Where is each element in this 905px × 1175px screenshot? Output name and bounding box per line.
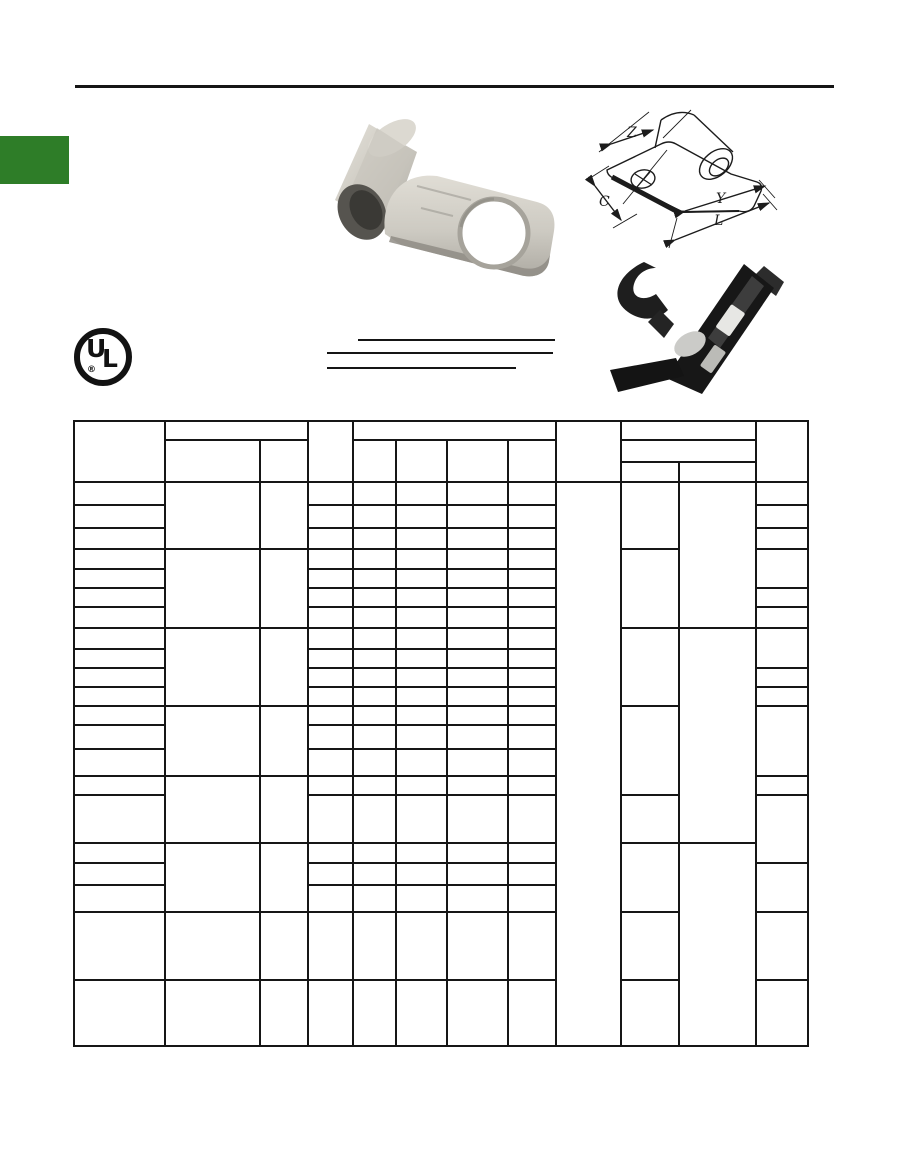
header-rule [75, 85, 834, 88]
table-cell [260, 706, 308, 776]
table-cell [74, 668, 165, 687]
table-cell [308, 980, 353, 1046]
table-cell [353, 528, 396, 549]
table-cell [165, 482, 260, 549]
table-cell [353, 776, 396, 795]
table-cell [74, 588, 165, 607]
table-cell [396, 912, 447, 980]
table-cell [396, 482, 447, 505]
table-cell [396, 549, 447, 569]
table-cell [308, 668, 353, 687]
table-cell [756, 980, 808, 1046]
table-cell [308, 706, 353, 725]
table-cell [74, 482, 165, 505]
table-cell [353, 440, 396, 482]
table-cell [396, 440, 447, 482]
table-cell [679, 843, 756, 1046]
table-cell [508, 980, 556, 1046]
table-cell [74, 687, 165, 706]
table-cell [165, 706, 260, 776]
table-cell [353, 549, 396, 569]
table-cell [396, 687, 447, 706]
table-cell [74, 795, 165, 843]
table-cell [308, 776, 353, 795]
table-cell [260, 482, 308, 549]
table-cell [260, 549, 308, 628]
table-cell [396, 528, 447, 549]
table-cell [508, 588, 556, 607]
table-cell [308, 588, 353, 607]
table-cell [308, 628, 353, 649]
table-cell [308, 687, 353, 706]
table-cell [447, 440, 508, 482]
table-cell [308, 725, 353, 749]
table-cell [260, 912, 308, 980]
table-cell [679, 462, 756, 482]
table-cell [74, 528, 165, 549]
table-cell [74, 843, 165, 863]
table-cell [74, 749, 165, 776]
table-cell [756, 776, 808, 795]
table-cell [621, 843, 679, 912]
terminal-lug-photo [325, 112, 565, 307]
table-cell [756, 706, 808, 776]
table-cell [165, 440, 260, 482]
table-cell [353, 649, 396, 668]
table-cell [508, 628, 556, 649]
table-cell [353, 725, 396, 749]
table-cell [756, 549, 808, 588]
table-cell [447, 980, 508, 1046]
table-cell [396, 668, 447, 687]
table-cell [508, 440, 556, 482]
table-cell [353, 843, 396, 863]
table-cell [508, 549, 556, 569]
table-cell [621, 795, 679, 843]
table-cell [308, 885, 353, 912]
table-cell [74, 505, 165, 528]
table-cell [308, 649, 353, 668]
table-cell [756, 607, 808, 628]
table-cell [679, 482, 756, 628]
table-cell [756, 482, 808, 505]
table-cell [260, 440, 308, 482]
table-cell [353, 863, 396, 885]
table-cell [74, 776, 165, 795]
table-cell [165, 980, 260, 1046]
table-cell [165, 843, 260, 912]
dim-label-z: Z [627, 125, 637, 141]
table-cell [353, 749, 396, 776]
table-cell [756, 863, 808, 912]
table-cell [756, 687, 808, 706]
table-cell [447, 628, 508, 649]
caption-underline-2 [327, 352, 553, 354]
dimension-diagram-art [583, 106, 873, 268]
table-cell [165, 628, 260, 706]
table-cell [353, 569, 396, 588]
table-cell [308, 607, 353, 628]
table-cell [508, 885, 556, 912]
lug-photo-art [325, 112, 565, 307]
table-cell [621, 549, 679, 628]
table-cell [74, 549, 165, 569]
table-cell [447, 885, 508, 912]
table-cell [396, 588, 447, 607]
table-cell [74, 863, 165, 885]
table-cell [508, 482, 556, 505]
table-cell [353, 482, 396, 505]
table-cell [396, 706, 447, 725]
ul-logo-letter-l: L [102, 344, 118, 373]
table-cell [447, 687, 508, 706]
table-cell [447, 528, 508, 549]
table-cell [260, 980, 308, 1046]
table-cell [508, 706, 556, 725]
table-cell [621, 912, 679, 980]
table-cell [353, 668, 396, 687]
table-cell [396, 885, 447, 912]
specifications-table [73, 420, 809, 1047]
table-cell [756, 421, 808, 482]
table-cell [396, 843, 447, 863]
table-cell [308, 421, 353, 482]
dim-label-y: Y [716, 191, 726, 207]
table-cell [353, 505, 396, 528]
table-cell [308, 505, 353, 528]
table-cell [621, 628, 679, 706]
table-cell [260, 843, 308, 912]
table-cell [353, 687, 396, 706]
table-cell [353, 628, 396, 649]
table-cell [353, 607, 396, 628]
table-cell [74, 628, 165, 649]
table-cell [396, 649, 447, 668]
table-cell [308, 549, 353, 569]
table-cell [621, 482, 679, 549]
dimension-diagram [583, 106, 873, 268]
table-cell [74, 569, 165, 588]
table-cell [308, 863, 353, 885]
table-cell [508, 607, 556, 628]
table-cell [447, 725, 508, 749]
table-cell [447, 569, 508, 588]
table-cell [396, 569, 447, 588]
table-cell [447, 843, 508, 863]
table-cell [756, 795, 808, 863]
table-cell [260, 628, 308, 706]
table-cell [353, 795, 396, 843]
table-cell [447, 706, 508, 725]
table-cell [508, 843, 556, 863]
table-cell [396, 725, 447, 749]
tool-photo-art [604, 260, 789, 405]
table-cell [508, 649, 556, 668]
dim-label-c: C [599, 194, 610, 210]
table-cell [447, 649, 508, 668]
table-cell [353, 885, 396, 912]
table-cell [396, 607, 447, 628]
table-cell [508, 668, 556, 687]
table-cell [621, 706, 679, 795]
table-cell [396, 863, 447, 885]
table-cell [308, 569, 353, 588]
table-cell [396, 505, 447, 528]
table-cell [447, 912, 508, 980]
table-cell [756, 668, 808, 687]
table-cell [447, 776, 508, 795]
table-cell [74, 607, 165, 628]
table-cell [508, 749, 556, 776]
table-cell [74, 725, 165, 749]
table-cell [396, 628, 447, 649]
table-cell [353, 706, 396, 725]
table-cell [74, 912, 165, 980]
table-cell [353, 421, 556, 440]
table-cell [447, 549, 508, 569]
table-cell [756, 588, 808, 607]
table-cell [756, 528, 808, 549]
table-cell [353, 588, 396, 607]
table-cell [508, 795, 556, 843]
table-cell [74, 980, 165, 1046]
table-cell [74, 421, 165, 482]
table-cell [308, 749, 353, 776]
caption-underline-1 [358, 339, 555, 341]
table-cell [756, 505, 808, 528]
table-cell [508, 863, 556, 885]
table-cell [447, 607, 508, 628]
table-cell [260, 776, 308, 843]
registered-trademark-symbol: ® [87, 365, 96, 375]
table-cell [396, 980, 447, 1046]
table-cell [508, 528, 556, 549]
dim-label-l: L [714, 213, 724, 229]
crimp-tool-photo [604, 260, 789, 405]
table-cell [165, 776, 260, 843]
table-cell [508, 687, 556, 706]
table-cell [679, 628, 756, 843]
table-cell [508, 569, 556, 588]
table-cell [508, 725, 556, 749]
table-cell [165, 421, 308, 440]
ul-logo [74, 328, 132, 386]
table-cell [396, 776, 447, 795]
table-cell [447, 795, 508, 843]
table-cell [508, 505, 556, 528]
table-cell [447, 588, 508, 607]
table-cell [165, 912, 260, 980]
table-cell [396, 749, 447, 776]
table-cell [74, 706, 165, 725]
table-cell [165, 549, 260, 628]
table-cell [621, 462, 679, 482]
table-cell [508, 912, 556, 980]
ul-logo-letter-u: U [86, 334, 107, 363]
table-cell [756, 628, 808, 668]
table-cell [308, 482, 353, 505]
table-cell [508, 776, 556, 795]
table-cell [621, 980, 679, 1046]
table-cell [621, 440, 756, 462]
table-cell [447, 749, 508, 776]
table-cell [74, 649, 165, 668]
table-cell [756, 912, 808, 980]
table-cell [447, 505, 508, 528]
table-cell [308, 912, 353, 980]
table-cell [621, 421, 756, 440]
table-cell [353, 912, 396, 980]
table-cell [308, 795, 353, 843]
table-cell [308, 843, 353, 863]
page-edge-tab [0, 136, 69, 184]
table-cell [556, 421, 621, 482]
table-cell [74, 885, 165, 912]
table-cell [447, 482, 508, 505]
table-cell [353, 980, 396, 1046]
table-cell [447, 668, 508, 687]
table-cell [308, 528, 353, 549]
table-cell [396, 795, 447, 843]
caption-underline-3 [327, 367, 516, 369]
table-cell [447, 863, 508, 885]
table-cell [556, 482, 621, 1046]
